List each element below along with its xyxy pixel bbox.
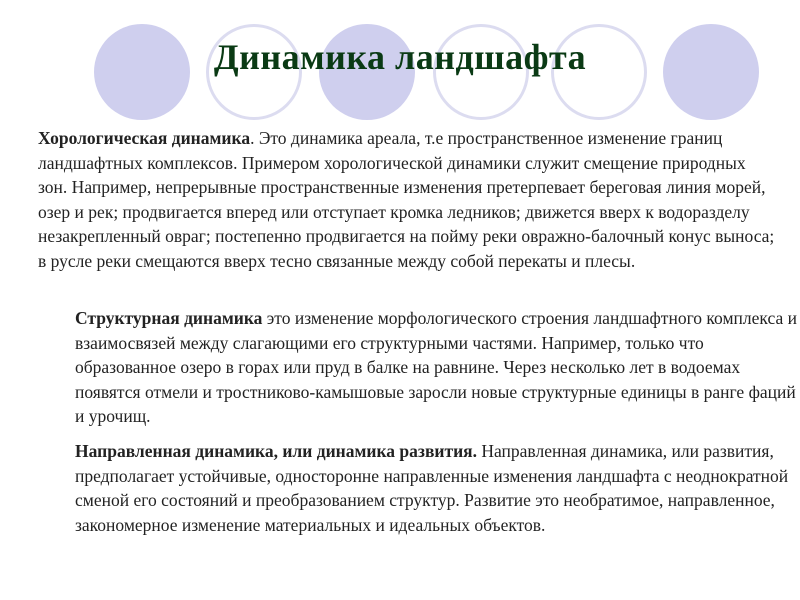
paragraph-text: Направленная динамика, или развития, предполагает устойчивые, односторонне направленные изменения ландшафта с неоднократной сменой его состояний и преобразованием структур. Развитие это необратимое, направленное, закономерное изменение материальных и идеальных объектов. [75, 441, 789, 535]
paragraph-text: это изменение морфологического строения ландшафтного комплекса и взаимосвязей между слагающими его структурными частями. Например, только что образованное озеро в горах или пруд в балке на равнине. Через несколько лет в водоемах появятся отмели и тростниково-камышовые заросли новые структурные единицы в ранге фаций и урочищ. [75, 308, 797, 427]
paragraph-directed-dynamics [75, 439, 797, 537]
paragraph-lead: Структурная динамика [75, 308, 263, 328]
paragraph-structural-dynamics [75, 306, 797, 429]
paragraph-text: . Это динамика ареала, т.е пространственное изменение границ ландшафтных комплексов. Примером хорологической динамики служит смещение природных зон. Например, непрерывные пространственные изменения претерпевает береговая линия морей, озер и рек; продвигается вперед или отступает кромка ледников; движется вверх к водоразделу незакрепленный овраг; постепенно продвигается на пойму реки овражно-балочный конус выноса; в русле реки смещаются вверх тесно связанные между собой перекаты и плесы. [38, 128, 775, 271]
paragraph-lead: Направленная динамика, или динамика развития. [75, 441, 477, 461]
paragraph-chorological-dynamics [38, 126, 778, 274]
slide-title: Динамика ландшафта [213, 37, 587, 77]
paragraph-lead: Хорологическая динамика [38, 128, 251, 148]
